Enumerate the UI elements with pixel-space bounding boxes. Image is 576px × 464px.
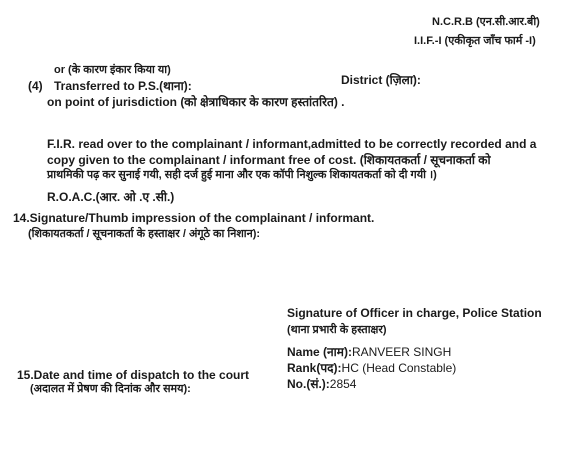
complainant-signature-label-hindi: (शिकायतकर्ता / सूचनाकर्ता के हस्ताक्षर / अंगूठे का निशान): <box>28 228 261 240</box>
officer-number-row <box>287 378 356 390</box>
fir-statement-line-2: copy given to the complainant / informant free of cost. (शिकायतकर्ता / सूचनाकर्ता को <box>47 153 491 167</box>
ncrb-label: N.C.R.B (एन.सी.आर.बी) <box>432 16 540 28</box>
officer-signature-label-hindi: (थाना प्रभारी के हस्ताक्षर) <box>287 324 387 336</box>
officer-number-value: 2854 <box>329 377 357 391</box>
district-label: District (ज़िला): <box>341 73 421 87</box>
section-4-number: (4) <box>28 79 43 93</box>
jurisdiction-line: on point of jurisdiction (को क्षेत्राधिकार के कारण हस्तांतरित) . <box>47 95 345 109</box>
fir-statement-line-1: F.I.R. read over to the complainant / informant,admitted to be correctly recorded and a <box>47 137 537 151</box>
officer-rank-label: Rank(पद): <box>287 361 342 375</box>
complainant-signature-label: 14.Signature/Thumb impression of the complainant / informant. <box>13 211 375 225</box>
officer-name-row <box>287 346 451 358</box>
officer-name-value: RANVEER SINGH <box>351 345 452 359</box>
dispatch-datetime-label-hindi: (अदालत में प्रेषण की दिनांक और समय): <box>30 383 191 395</box>
officer-name-label: Name (नाम): <box>287 345 352 359</box>
dispatch-datetime-label: 15.Date and time of dispatch to the court <box>17 368 250 382</box>
officer-rank-row <box>287 362 456 374</box>
officer-number-label: No.(सं.): <box>287 377 330 391</box>
refused-or-line: or (के कारण इंकार किया या) <box>54 64 171 76</box>
transferred-to-ps-label: Transferred to P.S.(थाना): <box>54 79 192 93</box>
officer-signature-label: Signature of Officer in charge, Police Station <box>287 306 542 320</box>
roac-label: R.O.A.C.(आर. ओ .ए .सी.) <box>47 190 175 204</box>
fir-statement-line-3: प्राथमिकी पढ़ कर सुनाई गयी, सही दर्ज हुई माना और एक कॉपी निशुल्क शिकायतकर्ता को दी गयी ।) <box>47 169 437 181</box>
officer-rank-value: HC (Head Constable) <box>341 361 457 375</box>
form-id-label: I.I.F.-I (एकीकृत जाँच फार्म -I) <box>414 35 536 47</box>
